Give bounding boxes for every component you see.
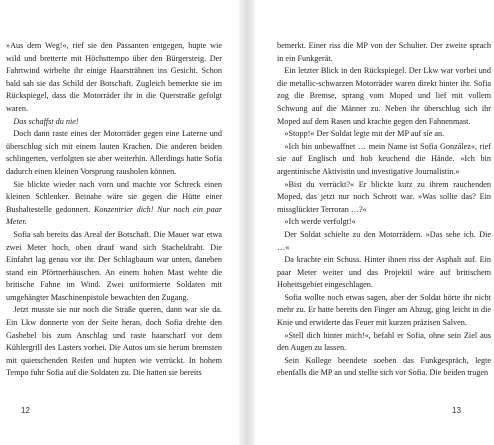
left-page — [0, 0, 239, 445]
right-page-text — [277, 40, 491, 380]
paragraph: Sein Kollege beendete soeben das Funkgespräch, legte ebenfalls die MP an und stellte sich vor Sofia. Die beiden trugen — [277, 355, 491, 378]
italic-sentence: Konzentrier dich! Nur noch ein paar Meter. — [6, 204, 223, 227]
page-number: 12 — [21, 406, 30, 415]
paragraph: Sofia sah bereits das Areal der Botschaft. Die Mauer war etwa zwei Meter hoch, oben drauf wand sich Stacheldraht. Die Einfahrt lag genau vor ihr. Der Schlagbaum war unten, daneben stand ein Pförtnerhäuschen. An einem hohen Mast wehte die britische Fahne im Wind. Zwei uniformierte Soldaten mit umgehängter Maschinenpistole bewachten den Zugang. — [6, 229, 222, 302]
paragraph: Jetzt musste sie nur noch die Straße queren, dann war sie da. Ein Lkw donnerte von der Seite heran, doch Sofia drehte den Gashebel bis zum Anschlag und raste haarscharf vor dem Kühlergrill des Lasters vorbei. Die Autos um sie herum bremsten mit quietschenden Reifen und hupten wie verrückt. In hohem Tempo fuhr Sofia auf die Soldaten zu. Die hatten sie bereits — [6, 305, 222, 378]
book-gutter — [239, 0, 255, 445]
paragraph — [6, 179, 222, 229]
paragraph-text: Sie blickte wieder nach vorn und machte vor Schreck einen kleinen Schlenker. Beinahe wäre sie gegen die Hütte einer Bushaltestelle gedonnert. — [6, 179, 222, 214]
paragraph: bemerkt. Einer riss die MP von der Schulter. Der zweite sprach in ein Funkgerät. — [277, 41, 491, 63]
paragraph: Ein letzter Blick in den Rückspiegel. Der Lkw war vorbei und die metallic-schwarzen Motorräder waren direkt hinter ihr. Sofia zog die Bremse, sprang vom Moped und lief mit vollem Schwung auf die Männer zu. Neben ihr überschlug sich ihr Moped auf dem Rasen und krachte gegen den Fahnenmast. — [277, 66, 491, 126]
paragraph: »Aus dem Weg!«, rief sie den Passanten entgegen, hupte wie wild und bretterte mit Höchsttempo über den Bürgersteig. Der Fahrtwind wirbelte ihr einige Haarsträhnen ins Gesicht. Schon bald sah sie das Schild der Botschaft. Zugleich bemerkte sie im Rückspiegel, dass die Motorräder ihr in die Querstraße gefolgt waren. — [6, 41, 222, 113]
paragraph: Sofia wollte noch etwas sagen, aber der Soldat hörte ihr nicht mehr zu. Er hatte bereits den Finger am Abzug, ging leicht in die Knie und erwiderte das Feuer mit kurzen präzisen Salven. — [277, 292, 491, 328]
italic-thought-text: Das schaffst du nie! — [13, 116, 79, 126]
paragraph: Da krachte ein Schuss. Hinter ihnen riss der Asphalt auf. Ein paar Meter weiter und das Projektil wäre auf britischem Hoheitsgebiet eingeschlagen. — [277, 255, 491, 290]
paragraph: »Bist du verrückt?« Er blickte kurz zu ihrem rauchenden Moped, das jetzt nur noch Schrott war. »Was sollte das? Ein missglückter Terroran …?« — [277, 179, 491, 214]
paragraph: »Ich werde verfolgt!« — [284, 217, 356, 227]
right-page — [255, 0, 494, 445]
paragraph: Der Soldat schielte zu den Motorrädern. »Das sehe ich. Die …« — [277, 229, 491, 252]
left-page-text — [6, 40, 222, 380]
paragraph: »Stell dich hinter mich!«, befahl er Sofia, ohne sein Ziel aus den Augen zu lassen. — [277, 330, 491, 353]
paragraph: Doch dann raste eines der Motorräder gegen eine Laterne und überschlug sich mit einem lauten Krachen. Die anderen beiden schlingerten, verfolgten sie aber weiterhin. Allerdings hatte Sofia dadurch einen kleinen Vorsprung rausholen können. — [6, 129, 222, 176]
paragraph: »Stopp!« Der Soldat legte mit der MP auf sie an. — [284, 129, 445, 139]
italic-thought — [6, 116, 222, 129]
page-number: 13 — [452, 406, 461, 415]
paragraph: »Ich bin unbewaffnet … mein Name ist Sofia González«, rief sie auf Englisch und hob keuchend die Hände. »Ich bin argentinische Aktivistin und investigative Journalistin.« — [277, 141, 491, 176]
